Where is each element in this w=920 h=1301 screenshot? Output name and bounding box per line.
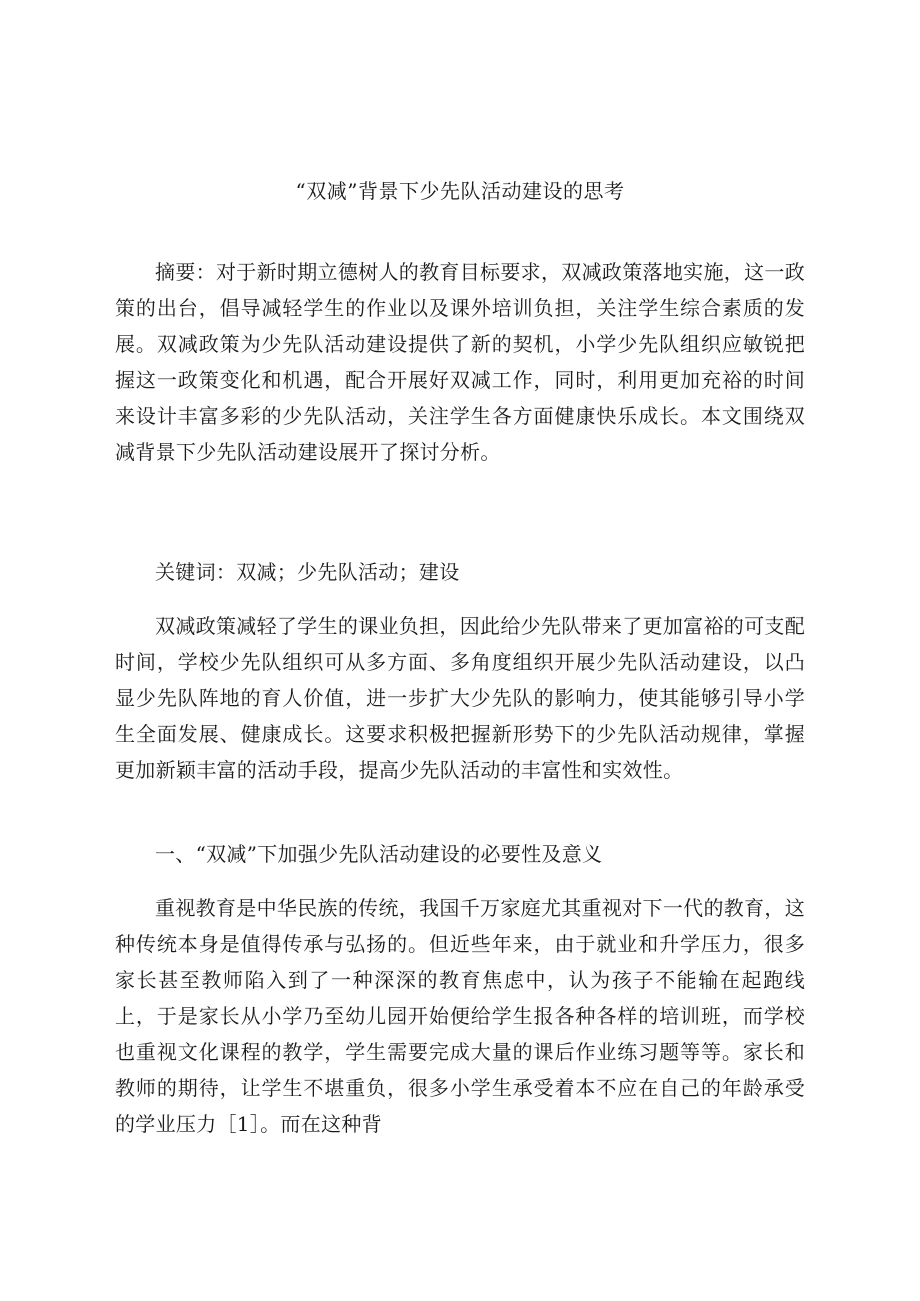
keywords-line: 关键词：双减；少先队活动；建设 — [155, 560, 460, 584]
section-paragraph: 重视教育是中华民族的传统，我国千万家庭尤其重视对下一代的教育，这种传统本身是值得传承与弘扬的。但近些年来，由于就业和升学压力，很多家长甚至教师陷入到了一种深深的教育焦虑中，认为孩子不能输在起跑线上，于是家长从小学乃至幼儿园开始便给学生报各种各样的培训班，而学校也重视文化课程的教学，学生需要完成大量的课后作业练习题等等。家长和教师的期待，让学生不堪重负，很多小学生承受着本不应在自己的年龄承受的学业压力［1］。而在这种背 — [115, 896, 805, 1136]
abstract-paragraph: 摘要：对于新时期立德树人的教育目标要求，双减政策落地实施，这一政策的出台，倡导减轻学生的作业以及课外培训负担，关注学生综合素质的发展。双减政策为少先队活动建设提供了新的契机，小学少先队组织应敏锐把握这一政策变化和机遇，配合开展好双减工作，同时，利用更加充裕的时间来设计丰富多彩的少先队活动，关注学生各方面健康快乐成长。本文围绕双减背景下少先队活动建设展开了探讨分析。 — [115, 260, 805, 464]
intro-paragraph: 双减政策减轻了学生的课业负担，因此给少先队带来了更加富裕的可支配时间，学校少先队组织可从多方面、多角度组织开展少先队活动建设，以凸显少先队阵地的育人价值，进一步扩大少先队的影响力，使其能够引导小学生全面发展、健康成长。这要求积极把握新形势下的少先队活动规律，掌握更加新颖丰富的活动手段，提高少先队活动的丰富性和实效性。 — [115, 614, 805, 782]
paper-title: “双减”背景下少先队活动建设的思考 — [295, 179, 625, 203]
section-heading: 一、“双减”下加强少先队活动建设的必要性及意义 — [155, 842, 603, 866]
